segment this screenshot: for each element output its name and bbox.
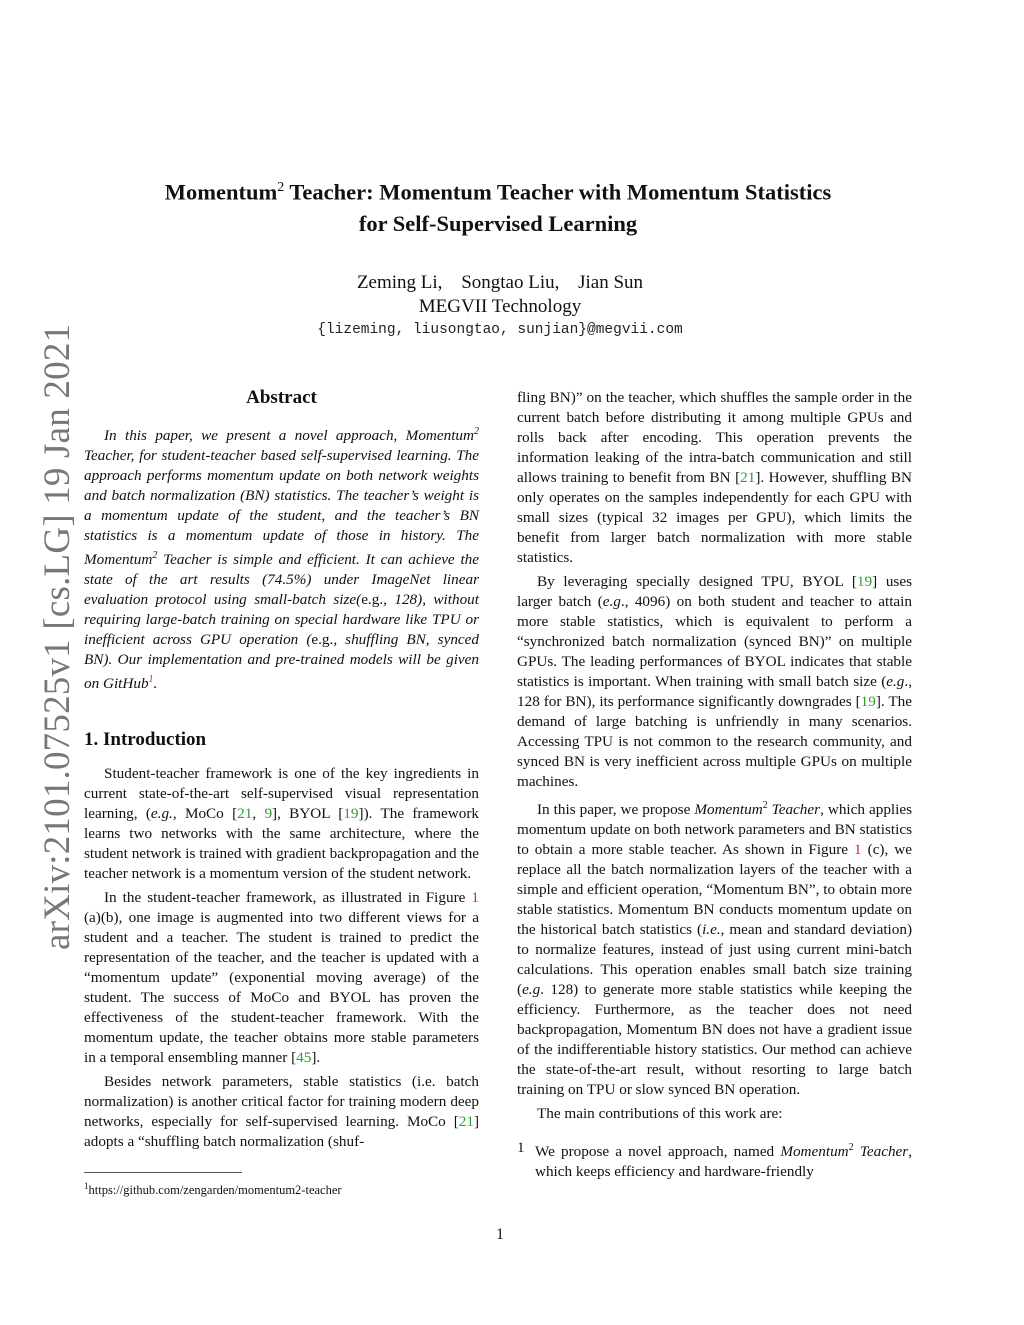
author: Songtao Liu, <box>461 272 560 293</box>
citation-link[interactable]: 45 <box>296 1049 312 1067</box>
body-paragraph: fling BN)” on the teacher, which shuffles the sample order in the current batch before distributing it among multiple GPUs and rolls back after encoding. This operation prevents the information leaking of the intra-batch communication and still allows training to benefit from BN [21]. However, shuffling BN only operates on the samples independently for each GPU with small sizes (typical 32 images per GPU), which limits the benefit from larger batch normalization with more stable statistics. <box>517 389 912 566</box>
left-column <box>84 388 479 1156</box>
title-part: Momentum <box>164 179 278 205</box>
title-line-2: for Self-Supervised Learning <box>358 210 638 236</box>
figure-link[interactable]: 1 <box>471 889 479 907</box>
intro-paragraph-3: Besides network parameters, stable statistics (i.e. batch normalization) is another critical factor for training modern deep networks, especially for self-supervised learning. MoCo [21] adopts a “shuffling batch normalization (shuf- <box>84 1073 479 1151</box>
citation-link[interactable]: 21 <box>237 805 253 823</box>
author: Zeming Li, <box>356 272 443 293</box>
footnote-divider <box>84 1172 242 1173</box>
contribution-item: 1 We propose a novel approach, named Momentum$^2$ Teacher, which keeps efficiency and hardware-friendly <box>517 1139 912 1181</box>
abstract-text: In this paper, we present a novel approach, Momentum$^2$ Teacher, for student-teacher based self-supervised learning. The approach performs momentum update on both network weights and batch normalization (BN) statistics. The teacher’s weight is a momentum update of the student, and the teacher’s BN statistics is a momentum update of those in history. The Momentum$^2$ Teacher is simple and efficient. It can achieve the state of the art results (74.5%) under ImageNet linear evaluation protocol using small-batch size(e.g., 128), without requiring large-batch training on special hardware like TPU or inefficient across GPU operation (e.g., shuffling BN, synced BN). Our implementation and pre-trained models will be given on GitHub$^1$. <box>84 426 479 693</box>
citation-link[interactable]: 21 <box>458 1113 474 1131</box>
footnote: $^1$https://github.com/zengarden/momentum2-teacher <box>84 1181 342 1198</box>
citation-link[interactable]: 19 <box>343 805 359 823</box>
body-paragraph: The main contributions of this work are: <box>537 1105 783 1123</box>
author: Jian Sun <box>578 272 644 293</box>
citation-link[interactable]: 9 <box>264 805 273 823</box>
section-heading-introduction: 1. Introduction <box>84 729 207 751</box>
title-superscript: 2 <box>277 180 285 195</box>
title-part: Teacher: Momentum Teacher with Momentum Statistics <box>284 179 832 205</box>
figure-link[interactable]: 1 <box>854 841 862 859</box>
affiliation: MEGVII Technology <box>418 296 582 317</box>
citation-link[interactable]: 19 <box>860 693 876 710</box>
right-column <box>517 388 912 1186</box>
author-list <box>0 271 1000 295</box>
citation-link[interactable]: 19 <box>856 573 873 590</box>
body-paragraph: By leveraging specially designed TPU, BYOL [19] uses larger batch (e.g., 4096) on both student and teacher to attain more stable statistics, which is equivalent to perform a “synchronized batch normalization (synced BN)” on multiple GPUs. The leading performances of BYOL indicates that stable statistics is important. When training with small batch size (e.g., 128 for BN), its performance significantly downgrades [19]. The demand of large batching is unfriendly in many scenarios. Accessing TPU is not common to the research community, and synced BN is very inefficient across multiple GPUs on multiple machines. <box>517 573 913 790</box>
paper-title <box>120 172 876 239</box>
arxiv-stamp: arXiv:2101.07525v1 [cs.LG] 19 Jan 2021 <box>37 323 78 950</box>
footnote-ref[interactable]: 1 <box>148 674 154 686</box>
body-paragraph: In this paper, we propose Momentum$^2$ Teacher, which applies momentum update on both network parameters and BN statistics to obtain a more stable teacher. As shown in Figure 1 (c), we replace all the batch normalization layers of the teacher with a simple and efficient operation, “Momentum BN”, to obtain more stable statistics. Momentum BN conducts momentum update on the historical batch statistics (i.e., mean and standard deviation) to normalize features, instead of just using current mini-batch calculations. This operation enables small batch size training (e.g. 128) to generate more stable statistics while keeping the efficiency. Furthermore, as the teacher does not need backpropagation, Momentum BN does not have a gradient issue of the indifferentiable history statistics. Our method can achieve the state-of-the-art result, without resorting to large batch training on TPU or slow synced BN operation. <box>517 800 913 1099</box>
citation-link[interactable]: 21 <box>740 469 756 486</box>
intro-paragraph-2: In the student-teacher framework, as illustrated in Figure 1 (a)(b), one image is augmented into two different views for a student and a teacher. The student is trained to predict the representation of the teacher, and the teacher is updated with a “momentum update” (exponential moving average) of the student. The success of MoCo and BYOL has proven the effectiveness of the student-teacher framework. With the momentum update, the teacher obtains more stable parameters in a temporal ensembling manner [45]. <box>84 889 479 1067</box>
intro-paragraph-1: Student-teacher framework is one of the key ingredients in current state-of-the-art self-supervised visual representation learning, (e.g., MoCo [21, 9], BYOL [19]). The framework learns two networks with the same architecture, where the student network is trained with gradient backpropagation and the teacher network is a momentum version of the student network. <box>84 765 479 883</box>
abstract-heading: Abstract <box>246 387 317 408</box>
author-emails: {lizeming, liusongtao, sunjian}@megvii.com <box>317 322 683 338</box>
page-number: 1 <box>496 1226 504 1243</box>
footnote-url-link[interactable]: https://github.com/zengarden/momentum2-teacher <box>88 1183 342 1198</box>
